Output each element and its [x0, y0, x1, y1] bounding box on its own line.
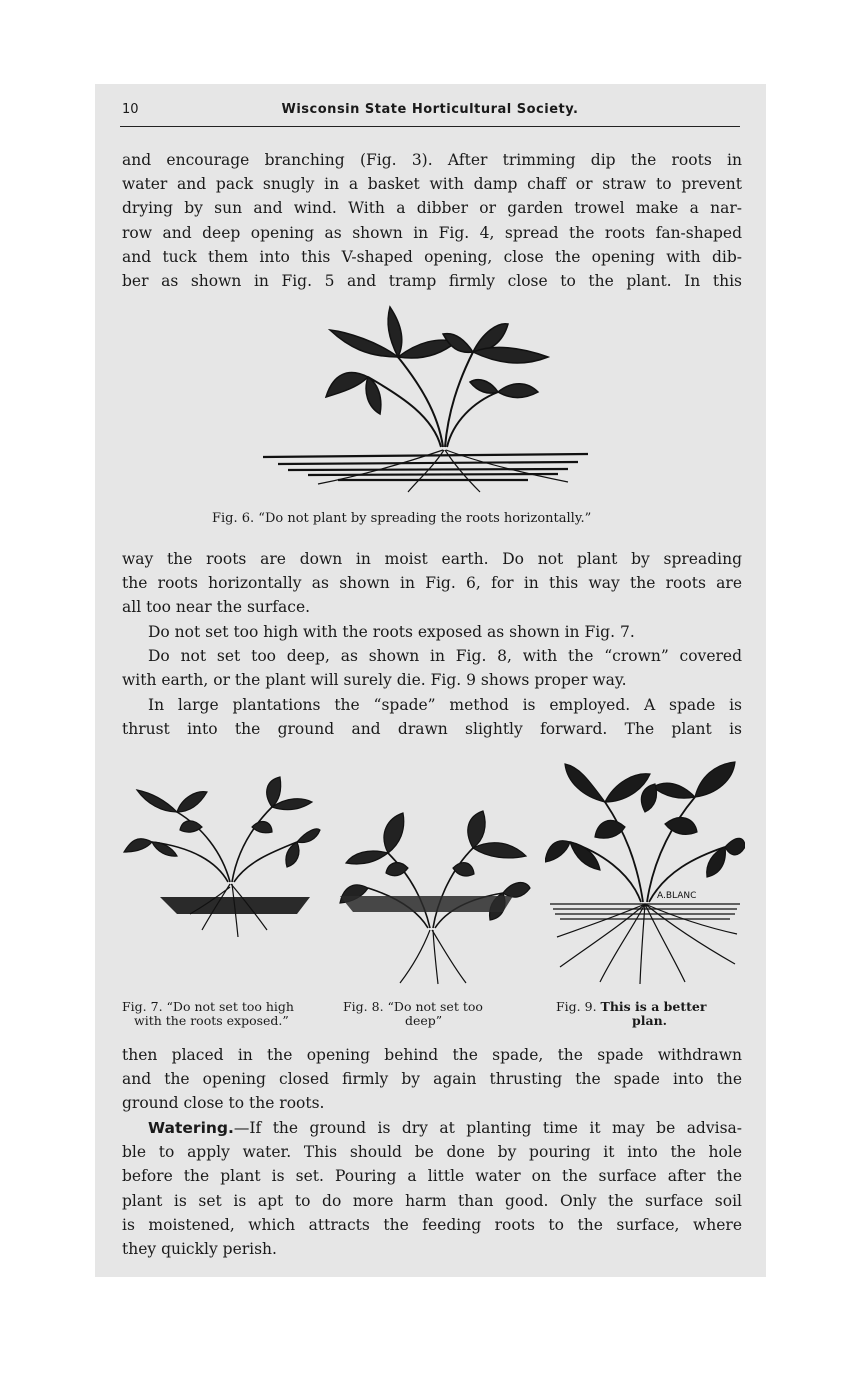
watering-heading: Watering.: [148, 1119, 234, 1137]
text-line: row and deep opening as shown in Fig. 4, spread the roots fan-shaped: [122, 223, 742, 242]
fig8-illustration: [338, 808, 533, 988]
fig8-caption-line2: deep”: [405, 1013, 443, 1028]
fig9-caption-line1: This is a better: [600, 999, 707, 1014]
paragraph-too-high: [122, 620, 742, 644]
paragraph-spade: [122, 693, 742, 741]
paragraph-spade-continued: [122, 1043, 742, 1116]
text-line: drying by sun and wind. With a dibber or garden trowel make a nar-: [122, 199, 742, 218]
fig9-caption-label: Fig. 9.: [556, 999, 597, 1014]
text-line: [122, 1116, 742, 1140]
fig8-caption-label: Fig. 8.: [343, 999, 384, 1014]
fig7-caption-line2: with the roots exposed.”: [134, 1013, 289, 1028]
text-line: Do not set too high with the roots exposed as shown in Fig. 7.: [148, 623, 635, 641]
page-number: 10: [122, 102, 139, 117]
text-line: and encourage branching (Fig. 3). After trimming dip the roots in: [122, 151, 742, 169]
fig9-caption: [556, 1000, 746, 1028]
text-line: then placed in the opening behind the spade, the spade withdrawn: [122, 1046, 742, 1064]
watering-line1: —If the ground is dry at planting time it may be advisa-: [233, 1119, 742, 1137]
fig6-caption: Fig. 6. “Do not plant by spreading the roots horizontally.”: [212, 511, 592, 526]
text-line: all too near the surface.: [122, 598, 311, 617]
fig7-illustration: [122, 772, 322, 944]
text-line: and tuck them into this V-shaped opening, close the opening with dib-: [122, 247, 742, 266]
text-line: before the plant is set. Pouring a little water on the surface after the: [122, 1167, 742, 1186]
text-line: the roots horizontally as shown in Fig. 6, for in this way the roots are: [122, 574, 742, 593]
fig9-caption-line2: plan.: [632, 1013, 668, 1028]
text-line: water and pack snugly in a basket with damp chaff or straw to prevent: [122, 175, 742, 194]
text-line: thrust into the ground and drawn slightly forward. The plant is: [122, 720, 742, 739]
paragraph-watering: [122, 1116, 742, 1261]
fig7-caption: [122, 1000, 344, 1028]
text-line: ground close to the roots.: [122, 1094, 325, 1113]
text-line: way the roots are down in moist earth. Do not plant by spreading: [122, 550, 742, 568]
running-header: [120, 100, 740, 127]
text-line: plant is set is apt to do more harm than good. Only the surface soil: [122, 1191, 742, 1210]
paragraph-roots: [122, 547, 742, 620]
text-line: Do not set too deep, as shown in Fig. 8, with the “crown” covered: [148, 647, 742, 665]
paragraph-too-deep: [122, 644, 742, 692]
text-line: with earth, or the plant will surely die. Fig. 9 shows proper way.: [122, 671, 627, 690]
fig7-caption-line1: “Do not set too high: [166, 999, 294, 1014]
paragraph-planting: [122, 148, 742, 293]
fig9-illustration: [545, 752, 745, 990]
text-line: ble to apply water. This should be done by pouring it into the hole: [122, 1143, 742, 1162]
text-line: ber as shown in Fig. 5 and tramp firmly close to the plant. In this: [122, 272, 742, 291]
fig8-caption-line1: “Do not set too: [387, 999, 483, 1014]
text-line: and the opening closed firmly by again thrusting the spade into the: [122, 1070, 742, 1089]
artist-signature: A.BLANC: [657, 891, 697, 901]
fig8-caption: [343, 1000, 533, 1028]
fig6-illustration: [258, 302, 598, 507]
running-title: Wisconsin State Horticultural Society.: [281, 102, 579, 117]
fig7-caption-label: Fig. 7.: [122, 999, 163, 1014]
text-line: In large plantations the “spade” method is employed. A spade is: [148, 696, 742, 714]
text-line: they quickly perish.: [122, 1240, 277, 1259]
text-line: is moistened, which attracts the feeding roots to the surface, where: [122, 1215, 742, 1234]
